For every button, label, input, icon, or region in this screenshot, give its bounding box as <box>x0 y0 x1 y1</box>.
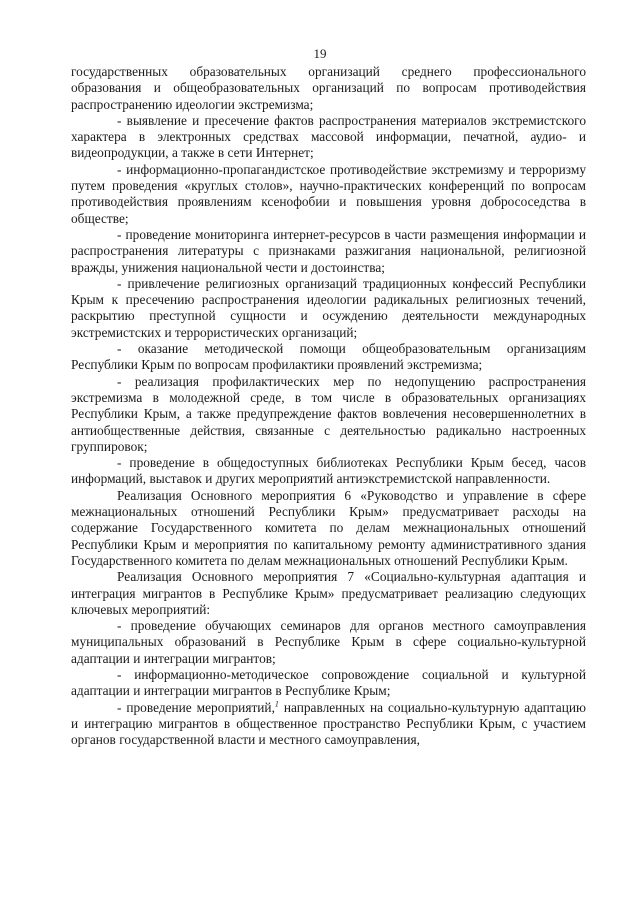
body-text <box>71 64 586 748</box>
paragraph-text: государственных образовательных организаций среднего профессионального образования и общеобразовательных организаций по вопросам противодействия распространению идеологии экстремизма; <box>71 64 586 112</box>
paragraph <box>71 227 586 276</box>
footnote-marker: 1 <box>274 699 279 709</box>
paragraph-text: - информационно-пропагандистское противодействие экстремизму и терроризму путем проведения «круглых столов», научно-практических конференций по вопросам противодействия проявлениям ксенофобии и повышения уровня добрососедства в обществе; <box>71 161 586 226</box>
paragraph <box>71 667 586 700</box>
paragraph <box>71 162 586 227</box>
paragraph-text: - оказание методической помощи общеобразовательным организациям Республики Крым по вопросам профилактики проявлений экстремизма; <box>71 341 586 373</box>
paragraph-text: Реализация Основного мероприятия 7 «Социально-культурная адаптация и интеграция мигрантов в Республике Крым» предусматривает реализацию следующих ключевых мероприятий: <box>71 569 586 617</box>
paragraph-text: - привлечение религиозных организаций традиционных конфессий Республики Крым к пресечению распространения идеологии радикальных религиозных течений, раскрытию преступной сущности и осуждению деятельности международных экстремистских и террористических организаций; <box>71 275 586 340</box>
page-number: 19 <box>313 46 327 61</box>
paragraph <box>71 488 586 569</box>
paragraph-text: - реализация профилактических мер по недопущению распространения экстремизма в молодежной среде, в том числе в образовательных организациях Республики Крым, а также предупреждение фактов вовлечения несовершеннолетних в антиобщественные действия, связанные с деятельностью радикально настроенных группировок; <box>71 373 586 454</box>
paragraph-text-continued: направленных на социально-культурную адаптацию и интеграцию мигрантов в общественное пространство Республики Крым, с участием органов государственной власти и местного самоуправления, <box>71 699 586 748</box>
paragraph <box>71 569 586 618</box>
paragraph-text: - проведение мероприятий, <box>117 699 275 715</box>
paragraph-text: Реализация Основного мероприятия 6 «Руководство и управление в сфере межнациональных отношений Республики Крым» предусматривает расходы на содержание Государственного комитета по делам межнациональных отношений Республики Крым и мероприятия по капитальному ремонту административного здания Государственного комитета по делам межнациональных отношений Республики Крым. <box>71 487 586 568</box>
paragraph <box>71 64 586 113</box>
paragraph <box>71 341 586 374</box>
paragraph <box>71 700 586 749</box>
paragraph-text: - информационно-методическое сопровождение социальной и культурной адаптации и интеграции мигрантов в Республике Крым; <box>71 666 586 699</box>
paragraph <box>71 374 586 455</box>
paragraph <box>71 618 586 667</box>
paragraph <box>71 455 586 488</box>
paragraph-text: - проведение обучающих семинаров для органов местного самоуправления муниципальных образований в Республике Крым в сфере социально-культурной адаптации и интеграции мигрантов; <box>71 618 586 666</box>
paragraph-text: - выявление и пресечение фактов распространения материалов экстремистского характера в электронных средствах массовой информации, печатной, аудио- и видеопродукции, а также в сети Интернет; <box>71 112 586 161</box>
paragraph <box>71 113 586 162</box>
paragraph-text: - проведение мониторинга интернет-ресурсов в части размещения информации и распространения литературы с признаками разжигания национальной, религиозной вражды, унижения национальной чести и достоинства; <box>71 226 586 275</box>
paragraph-text: - проведение в общедоступных библиотеках Республики Крым бесед, часов информаций, выставок и других мероприятий антиэкстремистской направленности. <box>71 455 586 487</box>
paragraph <box>71 276 586 341</box>
